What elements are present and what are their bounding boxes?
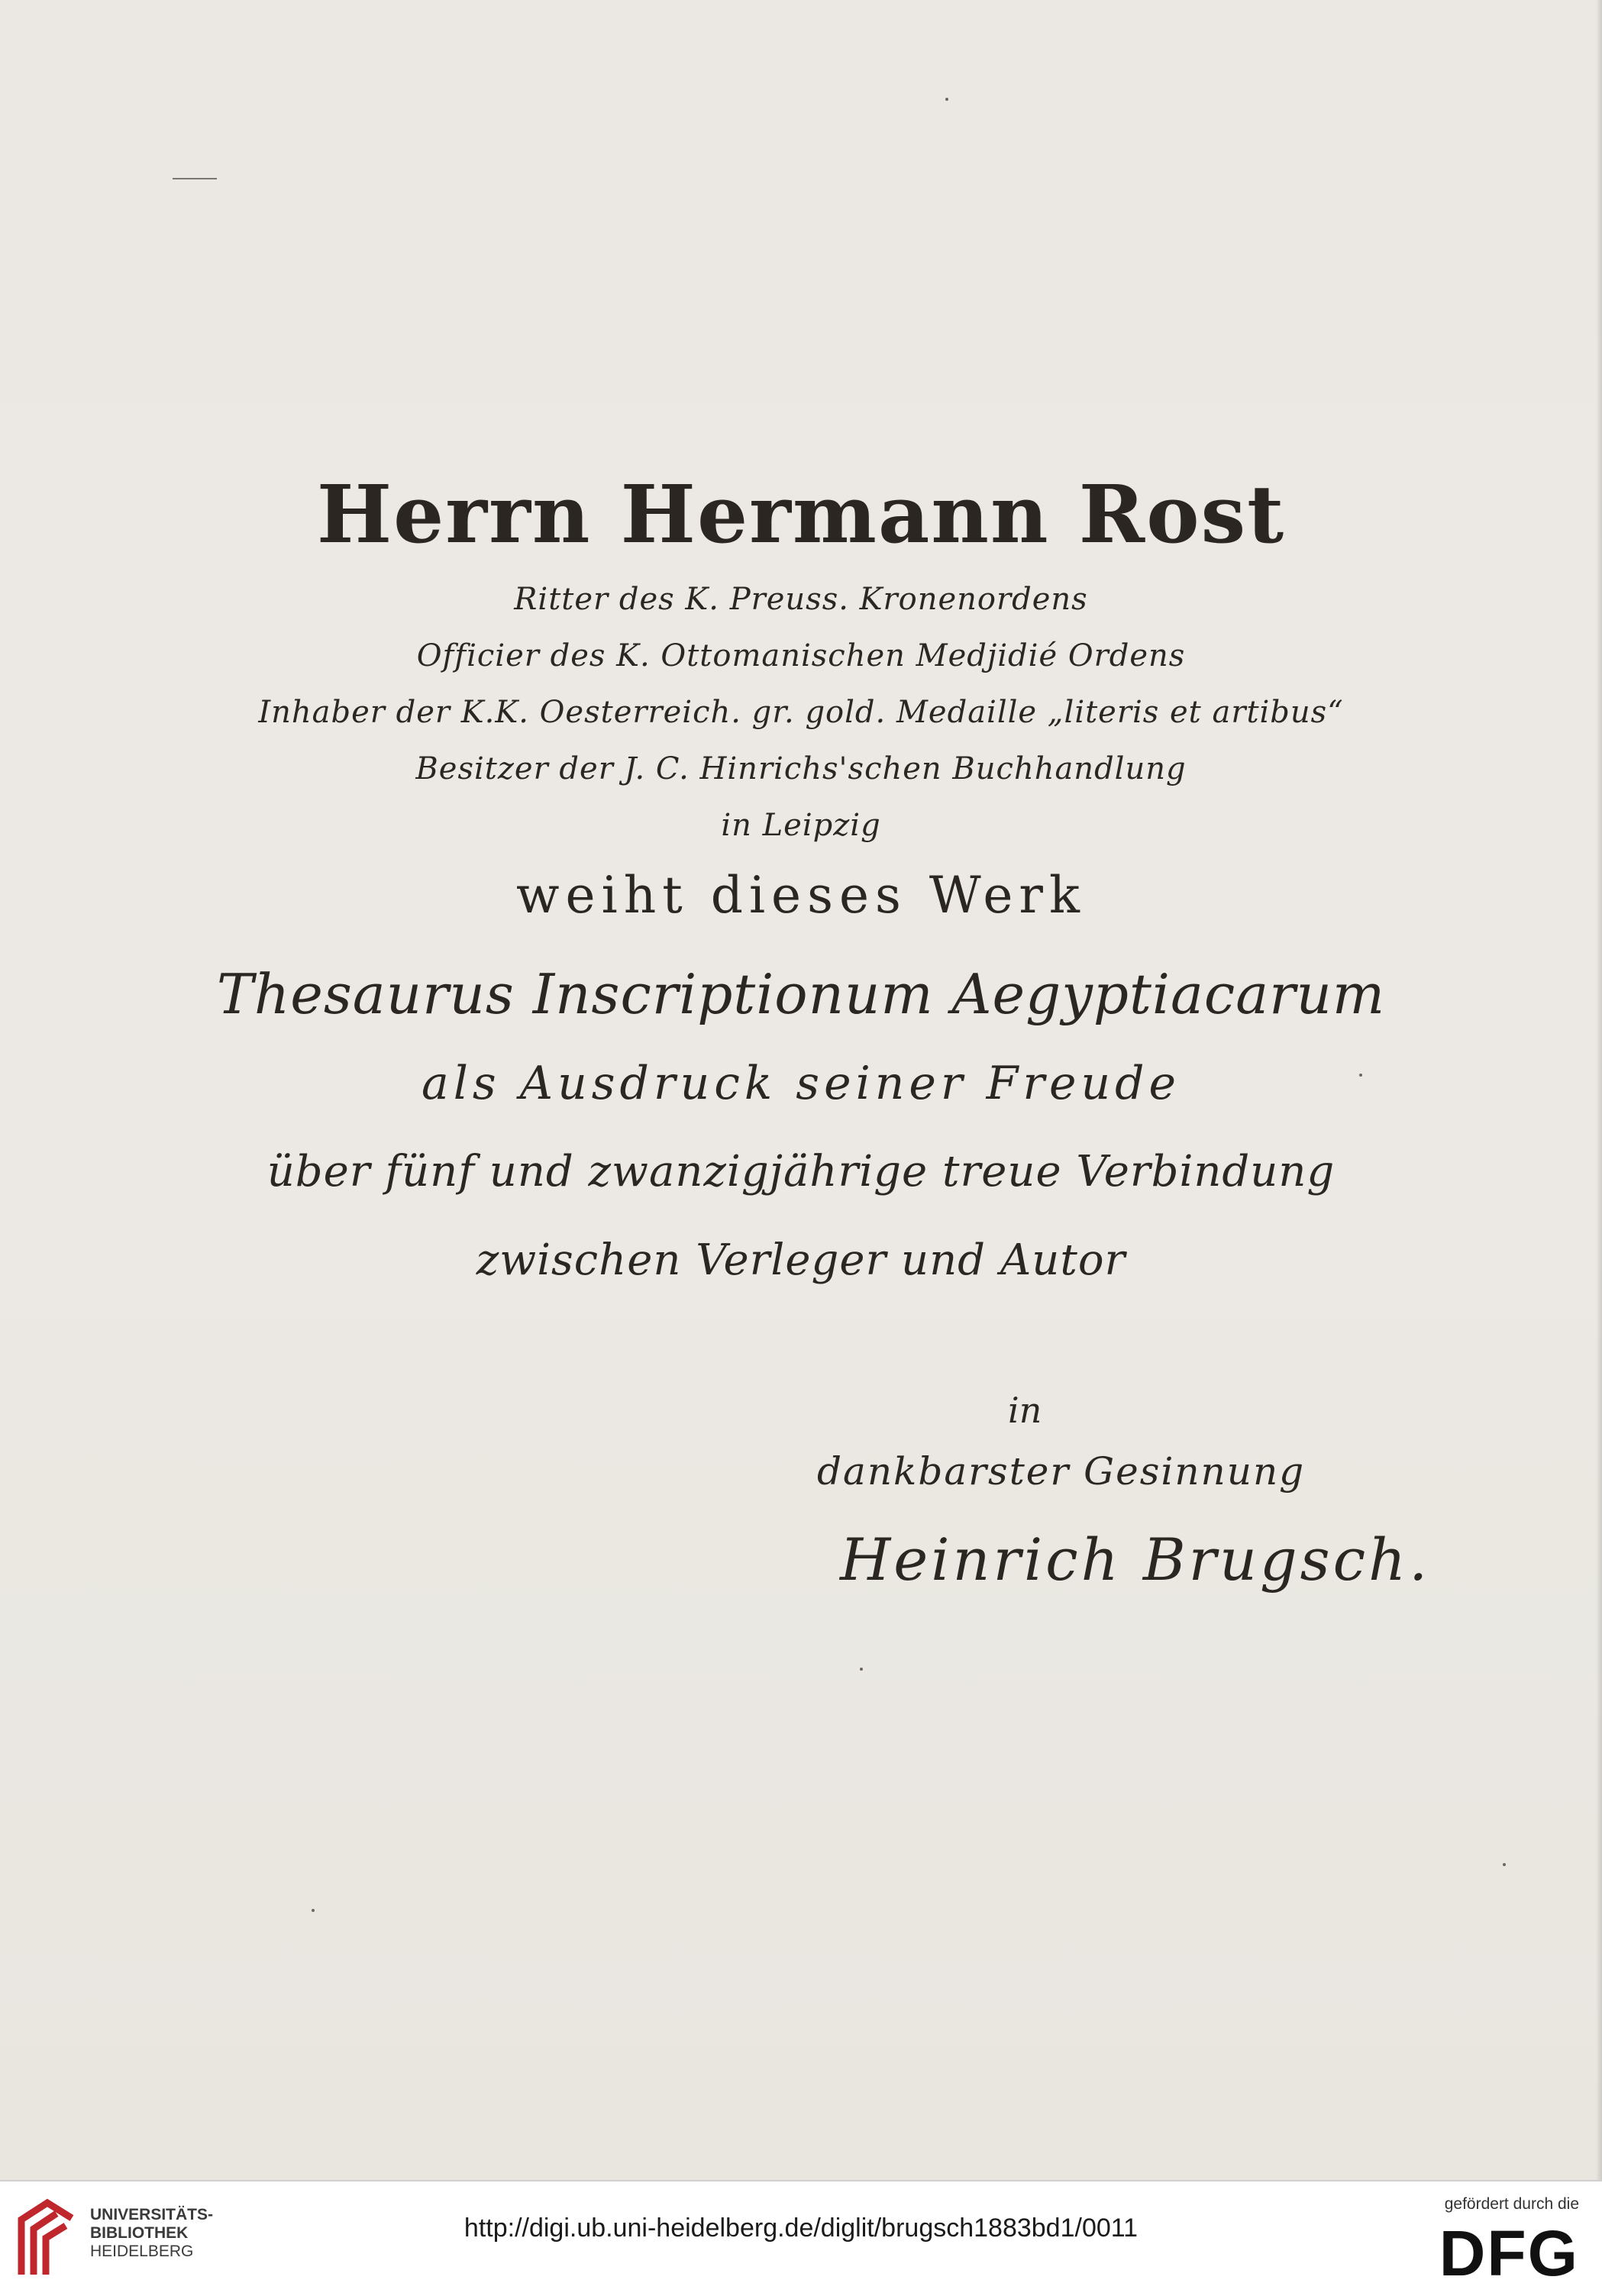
paper-speck (312, 1909, 315, 1912)
title-line: Besitzer der J. C. Hinrichs'schen Buchhandlung (415, 751, 1187, 786)
paper-speck (860, 1668, 863, 1671)
title-line: Inhaber der K.K. Oesterreich. gr. gold. Medaille „literis et artibus“ (258, 695, 1344, 730)
work-title: Thesaurus Inscriptionum Aegyptiacarum (216, 962, 1386, 1026)
dedication-line: weiht dieses Werk (516, 866, 1086, 925)
closing-in: in (1008, 1390, 1042, 1431)
closing-sentiment: dankbarster Gesinnung (817, 1449, 1306, 1494)
paper-speck (945, 98, 948, 101)
signature: Heinrich Brugsch. (840, 1526, 1431, 1594)
title-line: Ritter des K. Preuss. Kronenordens (514, 582, 1088, 617)
library-logo-line: UNIVERSITÄTS- (90, 2206, 214, 2223)
funding-caption: gefördert durch die (1444, 2195, 1579, 2213)
dedication-line: zwischen Verleger und Autor (476, 1235, 1126, 1285)
paper-speck (1359, 1074, 1362, 1077)
dfg-logo: DFG (1439, 2217, 1579, 2289)
dedication-line: als Ausdruck seiner Freude (421, 1057, 1181, 1110)
margin-mark (173, 178, 217, 179)
dedication-line: über fünf und zwanzigjährige treue Verbindung (266, 1147, 1336, 1196)
dedicatee-name: Herrn Hermann Rost (316, 467, 1286, 561)
title-line: Officier des K. Ottomanischen Medjidié Ordens (416, 638, 1186, 673)
viewer-footer (0, 2180, 1602, 2296)
title-line: in Leipzig (721, 808, 881, 843)
library-logo-line: HEIDELBERG (90, 2243, 194, 2260)
permalink-url[interactable]: http://digi.ub.uni-heidelberg.de/diglit/brugsch1883bd1/0011 (463, 2214, 1139, 2243)
library-logo-line: BIBLIOTHEK (90, 2224, 189, 2242)
paper-speck (1503, 1863, 1506, 1866)
